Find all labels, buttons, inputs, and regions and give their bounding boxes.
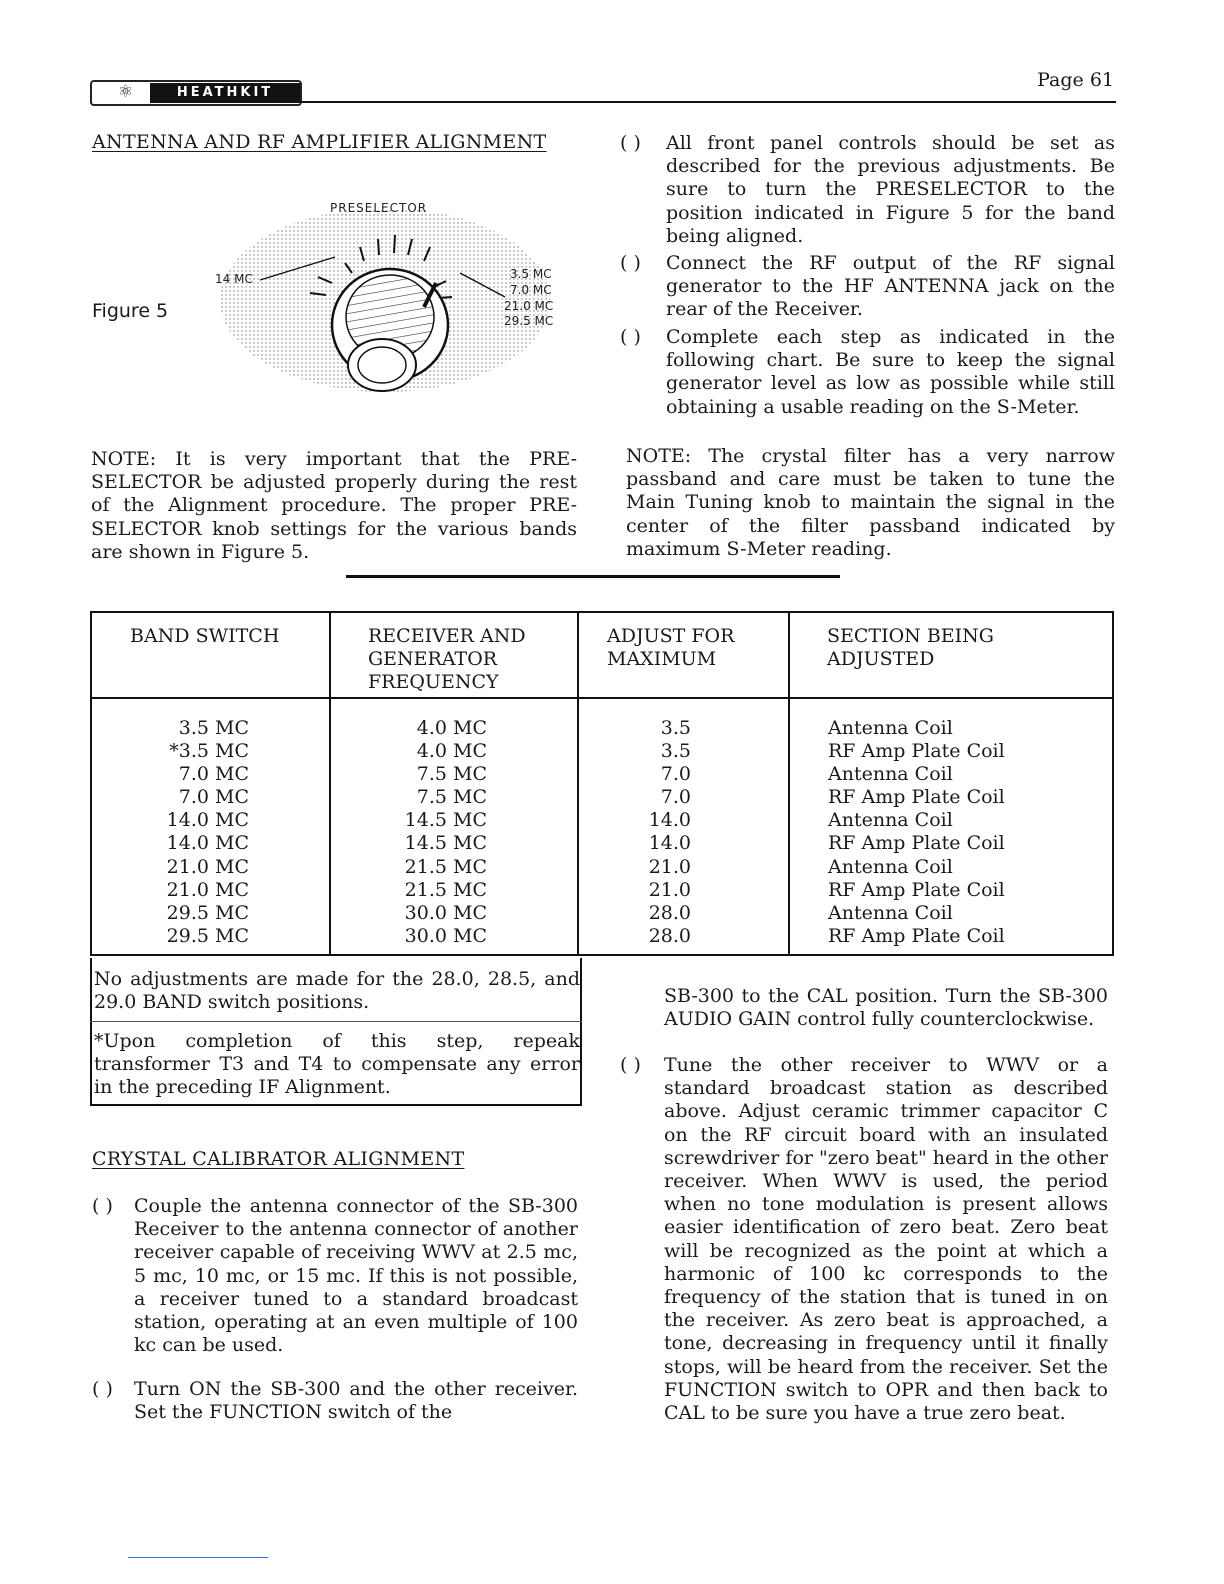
table-cell: RF Amp Plate Coil — [828, 740, 1005, 763]
table-cell: 3.5 MC — [178, 717, 249, 739]
table-cell: Antenna Coil — [828, 717, 953, 739]
note-separator — [90, 1021, 582, 1022]
figure-mark-29-5mc: 29.5 MC — [504, 314, 554, 328]
step-text: Tune the other receiver to WWV or a standard broadcast station as described above. Adjust ceramic trimmer capacitor C on the RF circuit board with an insulated screwdriver for "zero beat" heard in the other receiver. When WWV is used, the period when no tone modulation is present allows easier identification of zero beat. Zero beat will be recognized as the point at which a harmonic of 100 kc corresponds to the frequency of the station that is tuned in on the receiver. As zero beat is approached, a tone, decreasing in frequency until it finally stops, will be heard from the receiver. Set the FUNCTION switch to OPR and then back to CAL to be sure you have a true zero beat. — [664, 1054, 1108, 1425]
table-cell: Antenna Coil — [828, 901, 953, 924]
table-cell: 7.0 MC — [178, 763, 249, 786]
table-cell: 28.0 — [648, 901, 691, 924]
table-cell: 7.5 MC — [416, 786, 487, 809]
step-text: Connect the RF output of the RF signal generator to the HF ANTENNA jack on the rear of the Receiver. — [666, 252, 1115, 321]
step-text: Couple the antenna connector of the SB-300 Receiver to the antenna connector of another receiver capable of receiving WWV at 2.5 mc, 5 mc, 10 mc, or 15 mc. If this is not possible, a receiver tuned to a standard broadcast station, operating at an even multiple of 100 kc can be used. — [134, 1195, 578, 1357]
table-cell: 14.0 — [648, 809, 691, 832]
figure-mark-14mc: 14 MC — [215, 272, 253, 286]
header-adjust-for: ADJUST FOR MAXIMUM — [607, 625, 735, 670]
step-text: All front panel controls should be set as described for the previous adjustments. Be sure to turn the PRESELECTOR to the position indicated in Figure 5 for the band being aligned. — [666, 132, 1115, 247]
figure-mark-7mc: 7.0 MC — [510, 283, 552, 297]
step-text: Complete each step as indicated in the following chart. Be sure to keep the signal generator level as low as possible while still obtaining a usable reading on the S-Meter. — [666, 326, 1115, 418]
table-cell: 29.5 MC — [166, 901, 249, 924]
step-tune-other-receiver — [620, 1054, 1108, 1429]
table-cell: 30.0 MC — [404, 924, 487, 947]
table-cell: 7.0 MC — [178, 786, 249, 809]
table-cell: 28.0 — [648, 924, 691, 947]
header-rule — [300, 101, 1116, 103]
table-cell: 14.5 MC — [404, 832, 487, 855]
section-divider — [346, 575, 840, 578]
table-cell: 21.0 — [648, 855, 691, 878]
step-checkbox[interactable]: ( ) — [620, 326, 641, 348]
table-cell: Antenna Coil — [828, 855, 953, 878]
table-cell: Antenna Coil — [828, 763, 953, 786]
step-checkbox[interactable]: ( ) — [92, 1195, 113, 1217]
table-cell: *3.5 MC — [169, 740, 249, 763]
table-cell: RF Amp Plate Coil — [828, 878, 1005, 901]
step-checkbox[interactable]: ( ) — [620, 132, 641, 154]
step-couple-antenna — [92, 1195, 578, 1357]
header-section: SECTION BEING ADJUSTED — [827, 625, 994, 670]
table-cell: 7.0 — [660, 763, 691, 786]
table-cell: 3.5 — [660, 717, 691, 739]
alignment-chart — [90, 611, 1114, 956]
table-notes-box — [90, 958, 582, 1106]
table-cell: 3.5 — [660, 740, 691, 763]
table-cell: 21.0 MC — [166, 855, 249, 878]
table-cell: 7.0 — [660, 786, 691, 809]
header-band-switch: BAND SWITCH — [130, 625, 280, 647]
table-note-adjustments: No adjustments are made for the 28.0, 28.5, and 29.0 BAND switch positions. — [94, 968, 580, 1014]
step-text: Turn ON the SB-300 and the other receiver. Set the FUNCTION switch of the — [134, 1378, 578, 1424]
adjust-for-column — [579, 717, 788, 948]
crystal-section-title: CRYSTAL CALIBRATOR ALIGNMENT — [92, 1148, 465, 1170]
crystal-filter-note: NOTE: The crystal filter has a very narrow passband and care must be taken to tune the Main Tuning knob to maintain the signal in the center of the filter passband indicated by maximum S-Meter reading. — [626, 445, 1115, 560]
antenna-note: NOTE: It is very important that the PRE-SELECTOR be adjusted properly during the rest of the Alignment procedure. The proper PRE-SELECTOR knob settings for the various bands are shown in Figure 5. — [91, 448, 577, 563]
table-cell: 29.5 MC — [166, 924, 249, 947]
table-cell: RF Amp Plate Coil — [828, 924, 1005, 947]
step-checkbox[interactable]: ( ) — [620, 252, 641, 274]
footer-underline — [128, 1557, 268, 1558]
table-cell: 14.0 — [648, 832, 691, 855]
table-cell: RF Amp Plate Coil — [828, 832, 1005, 855]
table-cell: 21.5 MC — [404, 878, 487, 901]
step-front-panel — [620, 132, 1115, 248]
step-checkbox[interactable]: ( ) — [92, 1378, 113, 1400]
table-cell: 14.5 MC — [404, 809, 487, 832]
table-cell: 7.5 MC — [416, 763, 487, 786]
table-cell: 4.0 MC — [416, 717, 487, 739]
preselector-knob-figure — [200, 185, 570, 405]
antenna-section-title: ANTENNA AND RF AMPLIFIER ALIGNMENT — [92, 131, 547, 153]
table-cell: 21.0 MC — [166, 878, 249, 901]
step-connect-rf — [620, 252, 1115, 322]
table-cell: 14.0 MC — [166, 832, 249, 855]
table-cell: 4.0 MC — [416, 740, 487, 763]
step-turn-on-continued: SB-300 to the CAL position. Turn the SB-300 AUDIO GAIN control fully counterclockwise. — [664, 985, 1108, 1031]
preselector-label: PRESELECTOR — [330, 201, 428, 215]
brand-name: HEATHKIT — [150, 83, 300, 103]
table-cell: 14.0 MC — [166, 809, 249, 832]
table-note-repeak: *Upon completion of this step, repeak transformer T3 and T4 to compensate any error in the preceding IF Alignment. — [94, 1030, 580, 1099]
section-column — [828, 717, 1108, 948]
band-switch-column — [92, 717, 329, 948]
table-cell: 21.5 MC — [404, 855, 487, 878]
figure-mark-21mc: 21.0 MC — [504, 299, 554, 313]
table-cell: 30.0 MC — [404, 901, 487, 924]
table-cell: Antenna Coil — [828, 809, 953, 832]
table-cell: RF Amp Plate Coil — [828, 786, 1005, 809]
figure-mark-3-5mc: 3.5 MC — [510, 267, 552, 281]
frequency-column — [331, 717, 577, 948]
figure-label: Figure 5 — [92, 300, 169, 322]
header-frequency: RECEIVER AND GENERATOR FREQUENCY — [368, 625, 526, 693]
atom-logo-icon: ⚛ — [118, 82, 134, 102]
step-turn-on — [92, 1378, 578, 1426]
step-checkbox[interactable]: ( ) — [620, 1054, 641, 1076]
table-cell: 21.0 — [648, 878, 691, 901]
step-complete-chart — [620, 326, 1115, 442]
page-number: Page 61 — [1037, 69, 1114, 91]
